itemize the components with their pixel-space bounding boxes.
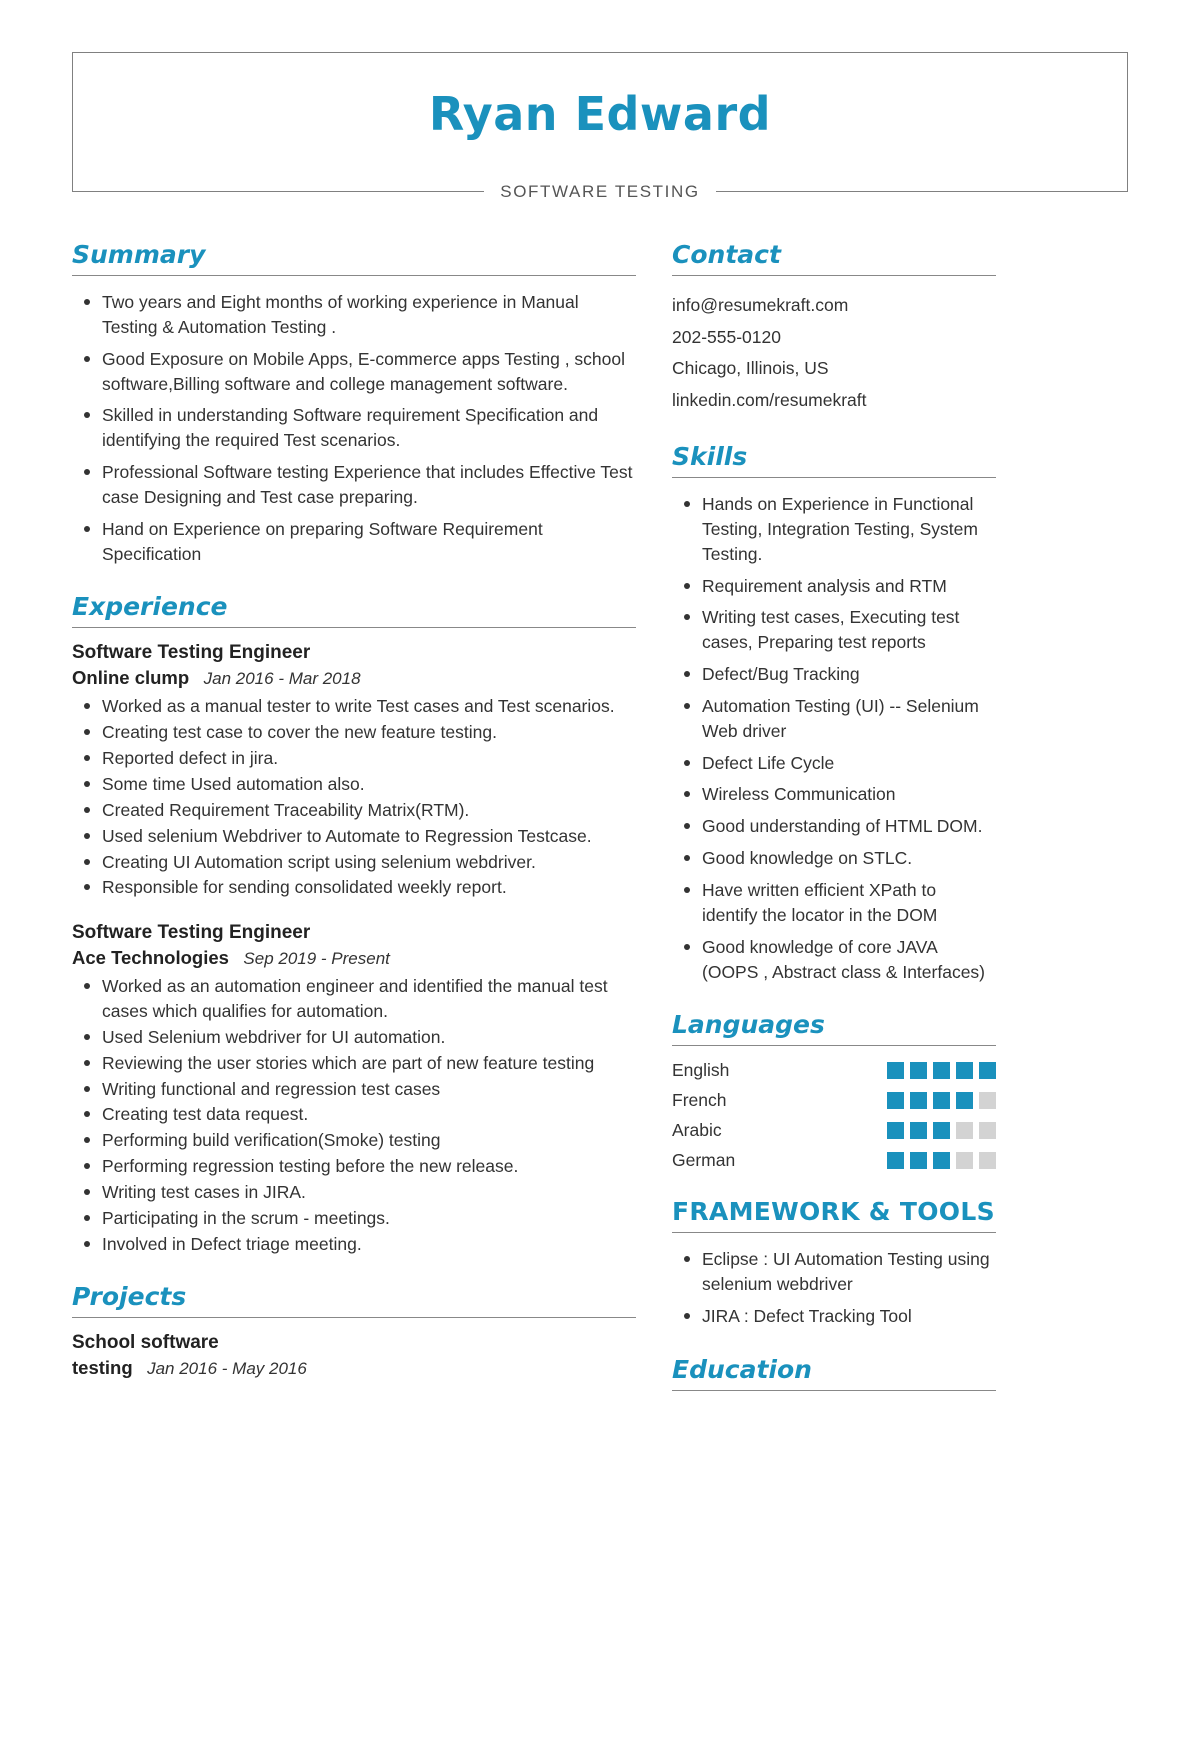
list-item: Good knowledge on STLC.	[702, 846, 996, 871]
level-dot	[956, 1122, 973, 1139]
job-company: Online clump	[72, 667, 190, 689]
summary-heading: Summary	[72, 240, 206, 269]
list-item: Participating in the scrum - meetings.	[102, 1206, 636, 1231]
project-meta	[72, 1357, 636, 1379]
education-divider	[672, 1390, 996, 1391]
level-dot	[910, 1062, 927, 1079]
language-row	[672, 1150, 996, 1171]
language-row	[672, 1060, 996, 1081]
list-item: Defect Life Cycle	[702, 751, 996, 776]
list-item: Writing test cases, Executing test cases, Preparing test reports	[702, 605, 996, 655]
list-item: Used Selenium webdriver for UI automation.	[102, 1025, 636, 1050]
list-item: Defect/Bug Tracking	[702, 662, 996, 687]
level-dot	[956, 1152, 973, 1169]
skills-heading: Skills	[672, 442, 748, 471]
list-item: Two years and Eight months of working experience in Manual Testing & Automation Testing .	[102, 290, 636, 340]
job-duties-list	[72, 974, 636, 1256]
language-row	[672, 1090, 996, 1111]
language-name: English	[672, 1060, 730, 1081]
list-item: Hands on Experience in Functional Testing, Integration Testing, System Testing.	[702, 492, 996, 567]
level-dot	[933, 1152, 950, 1169]
right-column	[672, 240, 996, 1417]
list-item: Creating UI Automation script using selenium webdriver.	[102, 850, 636, 875]
contact-phone[interactable]: 202-555-0120	[672, 326, 781, 347]
list-item: Skilled in understanding Software requirement Specification and identifying the required Test scenarios.	[102, 403, 636, 453]
language-level-french	[887, 1092, 996, 1109]
project-title: School software	[72, 1332, 219, 1354]
level-dot	[887, 1092, 904, 1109]
language-level-german	[887, 1152, 996, 1169]
projects-divider	[72, 1317, 636, 1318]
left-column	[72, 240, 672, 1417]
job-dates: Sep 2019 - Present	[243, 949, 390, 969]
job-meta	[72, 947, 636, 969]
summary-divider	[72, 275, 636, 276]
experience-section	[72, 592, 636, 1256]
list-item: Requirement analysis and RTM	[702, 574, 996, 599]
language-level-arabic	[887, 1122, 996, 1139]
language-row	[672, 1120, 996, 1141]
list-item: Involved in Defect triage meeting.	[102, 1232, 636, 1257]
list-item: Worked as an automation engineer and identified the manual test cases which qualifies for automation.	[102, 974, 636, 1024]
list-item: Good knowledge of core JAVA (OOPS , Abstract class & Interfaces)	[702, 935, 996, 985]
job-dates: Jan 2016 - Mar 2018	[203, 669, 361, 689]
job-duties-list	[72, 694, 636, 900]
level-dot	[933, 1092, 950, 1109]
header-subtitle: SOFTWARE TESTING	[484, 182, 715, 202]
resume-header	[72, 52, 1128, 201]
list-item: Good Exposure on Mobile Apps, E-commerce apps Testing , school software,Billing software and college management software.	[102, 347, 636, 397]
level-dot	[910, 1122, 927, 1139]
project-dates: Jan 2016 - May 2016	[147, 1359, 307, 1379]
list-item: Created Requirement Traceability Matrix(RTM).	[102, 798, 636, 823]
job-title: Software Testing Engineer	[72, 642, 311, 664]
summary-list	[72, 290, 636, 566]
list-item: Reviewing the user stories which are part of new feature testing	[102, 1051, 636, 1076]
education-section	[672, 1355, 996, 1391]
framework-tools-list	[672, 1247, 996, 1329]
list-item: Writing functional and regression test cases	[102, 1077, 636, 1102]
list-item: Performing build verification(Smoke) testing	[102, 1128, 636, 1153]
level-dot	[956, 1092, 973, 1109]
language-level-english	[887, 1062, 996, 1079]
contact-section	[672, 240, 996, 416]
level-dot	[956, 1062, 973, 1079]
contact-email[interactable]: info@resumekraft.com	[672, 295, 849, 315]
list-item: Performing regression testing before the new release.	[102, 1154, 636, 1179]
level-dot	[979, 1092, 996, 1109]
list-item: Hand on Experience on preparing Software Requirement Specification	[102, 517, 636, 567]
list-item: Some time Used automation also.	[102, 772, 636, 797]
project-subtitle: testing	[72, 1357, 133, 1379]
list-item: Writing test cases in JIRA.	[102, 1180, 636, 1205]
projects-section	[72, 1282, 636, 1379]
summary-section	[72, 240, 636, 566]
level-dot	[933, 1122, 950, 1139]
job-title: Software Testing Engineer	[72, 922, 311, 944]
list-item: Wireless Communication	[702, 782, 996, 807]
list-item: Good understanding of HTML DOM.	[702, 814, 996, 839]
level-dot	[910, 1092, 927, 1109]
page-title: Ryan Edward	[428, 87, 772, 141]
header-subtitle-wrap	[73, 182, 1127, 202]
language-name: German	[672, 1150, 736, 1171]
contact-divider	[672, 275, 996, 276]
languages-section	[672, 1010, 996, 1171]
list-item: Responsible for sending consolidated weekly report.	[102, 875, 636, 900]
framework-tools-section	[672, 1197, 996, 1329]
list-item: Creating test data request.	[102, 1102, 636, 1127]
job-company: Ace Technologies	[72, 947, 229, 969]
list-item: Professional Software testing Experience that includes Effective Test case Designing and Test case preparing.	[102, 460, 636, 510]
list-item: JIRA : Defect Tracking Tool	[702, 1304, 996, 1329]
level-dot	[910, 1152, 927, 1169]
experience-divider	[72, 627, 636, 628]
contact-heading: Contact	[672, 240, 781, 269]
skills-divider	[672, 477, 996, 478]
resume-body	[72, 240, 1128, 1417]
languages-heading: Languages	[672, 1010, 825, 1040]
level-dot	[887, 1122, 904, 1139]
resume-page	[0, 52, 1200, 1750]
contact-location: Chicago, Illinois, US	[672, 358, 829, 378]
list-item: Creating test case to cover the new feature testing.	[102, 720, 636, 745]
list-item: Reported defect in jira.	[102, 746, 636, 771]
experience-job	[72, 642, 636, 900]
skills-section	[672, 442, 996, 984]
level-dot	[887, 1062, 904, 1079]
projects-heading: Projects	[72, 1282, 187, 1312]
job-meta	[72, 667, 636, 689]
framework-tools-heading: FRAMEWORK & TOOLS	[672, 1197, 995, 1227]
language-name: French	[672, 1090, 727, 1111]
language-name: Arabic	[672, 1120, 722, 1141]
level-dot	[979, 1062, 996, 1079]
skills-list	[672, 492, 996, 984]
project-entry	[72, 1332, 636, 1379]
list-item: Have written efficient XPath to identify the locator in the DOM	[702, 878, 996, 928]
list-item: Used selenium Webdriver to Automate to Regression Testcase.	[102, 824, 636, 849]
level-dot	[887, 1152, 904, 1169]
contact-linkedin[interactable]: linkedin.com/resumekraft	[672, 389, 867, 410]
level-dot	[933, 1062, 950, 1079]
experience-heading: Experience	[72, 592, 228, 622]
education-heading: Education	[672, 1354, 812, 1384]
level-dot	[979, 1152, 996, 1169]
experience-job	[72, 922, 636, 1256]
languages-divider	[672, 1045, 996, 1046]
list-item: Eclipse : UI Automation Testing using selenium webdriver	[702, 1247, 996, 1297]
list-item: Worked as a manual tester to write Test cases and Test scenarios.	[102, 694, 636, 719]
framework-tools-divider	[672, 1232, 996, 1233]
level-dot	[979, 1122, 996, 1139]
list-item: Automation Testing (UI) -- Selenium Web driver	[702, 694, 996, 744]
